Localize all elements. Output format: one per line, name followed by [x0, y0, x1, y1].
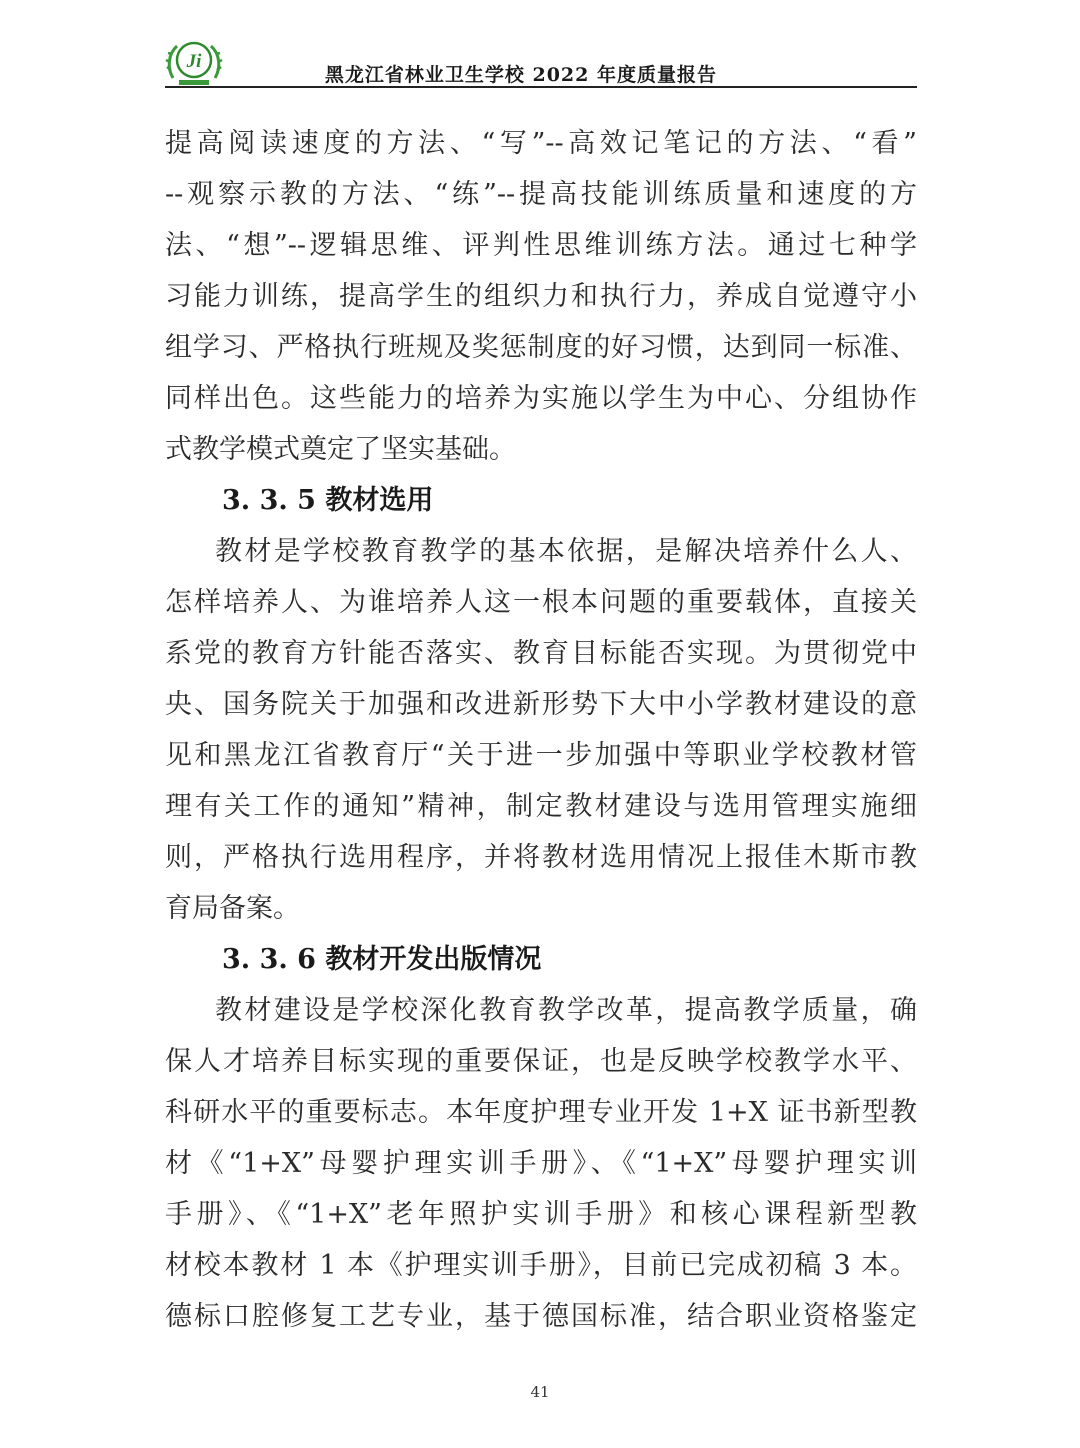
text-line: 保人才培养目标实现的重要保证，也是反映学校教学水平、 [165, 1046, 917, 1077]
school-logo [165, 38, 223, 88]
text-line: 式教学模式奠定了坚实基础。 [165, 434, 516, 465]
text-line: 同样出色。这些能力的培养为实施以学生为中心、分组协作 [165, 383, 917, 414]
paragraph [165, 526, 917, 934]
svg-text:Ji: Ji [186, 51, 202, 72]
page-header [165, 30, 917, 90]
text-line: 教材建设是学校深化教育教学改革，提高教学质量，确 [215, 995, 917, 1026]
text-line: 习能力训练，提高学生的组织力和执行力，养成自觉遵守小 [165, 281, 917, 312]
text-line: 科研水平的重要标志。本年度护理专业开发 1+X 证书新型教 [165, 1097, 917, 1128]
section-heading: 3. 3. 5 教材选用 [222, 485, 434, 516]
paragraph [165, 985, 917, 1342]
text-line: 教材是学校教育教学的基本依据，是解决培养什么人、 [215, 536, 917, 567]
text-line: 系党的教育方针能否落实、教育目标能否实现。为贯彻党中 [165, 638, 917, 669]
report-title: 黑龙江省林业卫生学校 2022 年度质量报告 [324, 64, 717, 86]
header-divider [165, 86, 917, 88]
text-line: 组学习、严格执行班规及奖惩制度的好习惯，达到同一标准、 [165, 332, 917, 363]
text-line: 育局备案。 [165, 893, 300, 924]
section-heading: 3. 3. 6 教材开发出版情况 [222, 944, 542, 975]
text-line: 央、国务院关于加强和改进新形势下大中小学教材建设的意 [165, 689, 917, 720]
text-line: 德标口腔修复工艺专业，基于德国标准，结合职业资格鉴定 [165, 1301, 917, 1332]
text-line: 提高阅读速度的方法、“写”--高效记笔记的方法、“看” [165, 128, 917, 159]
text-line: --观察示教的方法、“练”--提高技能训练质量和速度的方 [165, 179, 917, 210]
text-line: 材校本教材 1 本《护理实训手册》，目前已完成初稿 3 本。 [165, 1250, 917, 1281]
text-line: 法、“想”--逻辑思维、评判性思维训练方法。通过七种学 [165, 230, 917, 261]
text-line: 理有关工作的通知”精神，制定教材建设与选用管理实施细 [165, 791, 917, 822]
text-line: 见和黑龙江省教育厅“关于进一步加强中等职业学校教材管 [165, 740, 917, 771]
text-line: 怎样培养人、为谁培养人这一根本问题的重要载体，直接关 [165, 587, 917, 618]
text-line: 手册》、《“1+X”老年照护实训手册》和核心课程新型教 [165, 1199, 917, 1230]
page-number: 41 [530, 1383, 550, 1401]
text-line: 则，严格执行选用程序，并将教材选用情况上报佳木斯市教 [165, 842, 917, 873]
paragraph [165, 118, 917, 475]
document-body [165, 118, 917, 1342]
text-line: 材《“1+X”母婴护理实训手册》、《“1+X”母婴护理实训 [165, 1148, 917, 1179]
